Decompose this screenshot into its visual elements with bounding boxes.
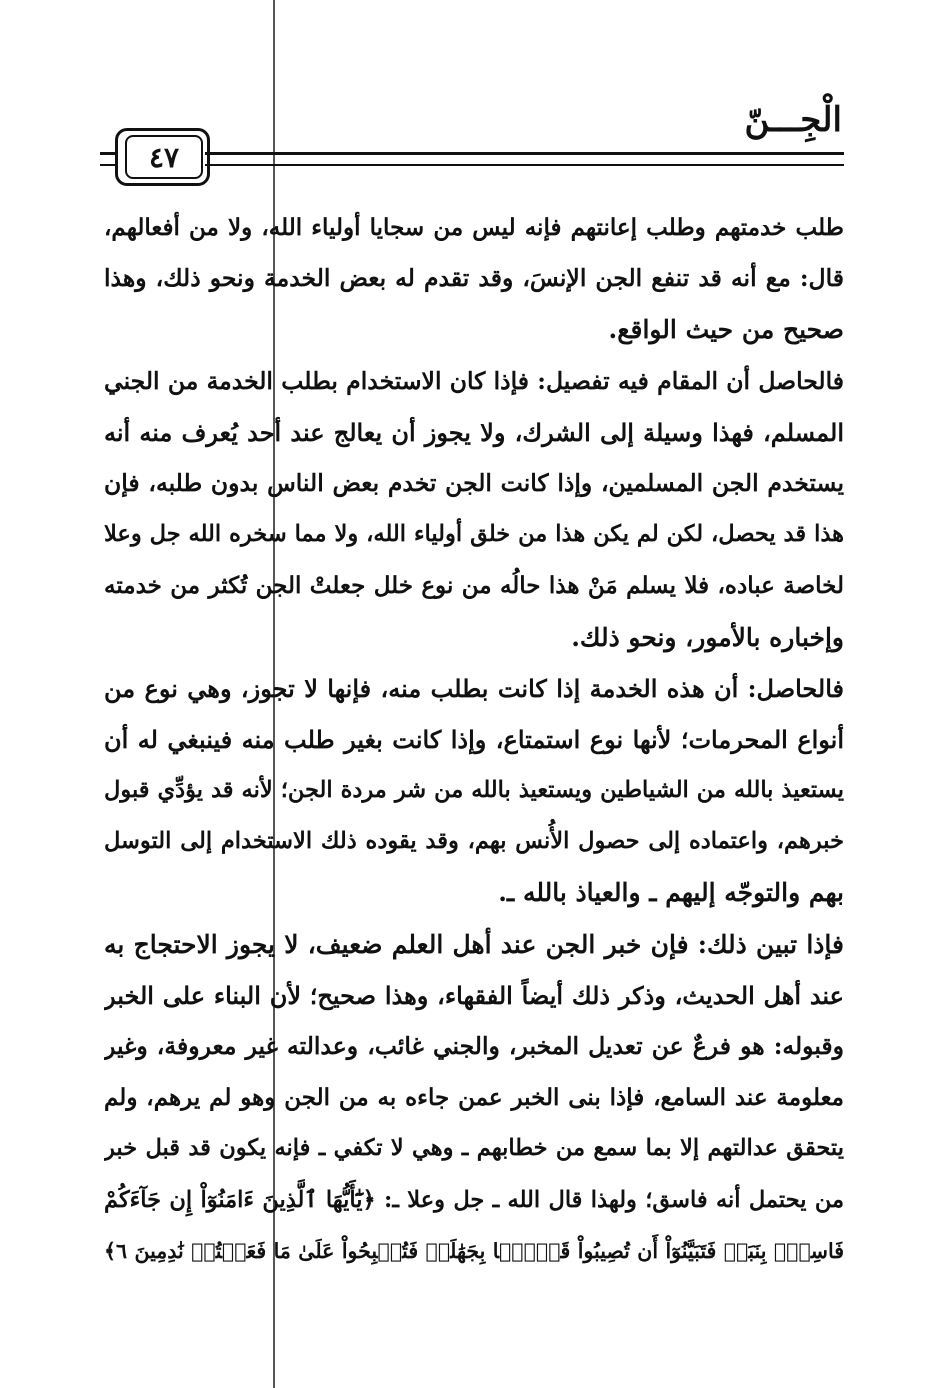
text-line: فإذا تبين ذلك: فإن خبر الجن عند أهل العلم ضعيف، لا يجوز الاحتجاج به — [104, 929, 844, 959]
text-line: فالحاصل: أن هذه الخدمة إذا كانت بطلب منه، فإنها لا تجوز، وهي نوع من — [104, 673, 844, 703]
header-rule-left-thick — [100, 152, 116, 155]
header-rule-left-thin — [100, 164, 116, 166]
text-line: عند أهل الحديث، وذكر ذلك أيضاً الفقهاء، وهذا صحيح؛ لأن البناء على الخبر — [104, 980, 844, 1010]
text-line: يستعيذ بالله من الشياطين ويستعيذ بالله من شر مردة الجن؛ لأنه قد يؤدِّي قبول — [104, 777, 844, 804]
header-rule-thin — [205, 164, 844, 166]
text-line: خبرهم، واعتماده إلى حصول الأُنس بهم، وقد يقوده ذلك الاستخدام إلى التوسل — [104, 828, 844, 855]
text-line: قال: مع أنه قد تنفع الجن الإنسَ، وقد تقدم له بعض الخدمة ونحو ذلك، وهذا — [104, 264, 844, 293]
text-line: يستخدم الجن المسلمين، وإذا كانت الجن تخدم بعض الناس بدون طلبه، فإن — [104, 468, 844, 497]
text-line: بهم والتوجّه إليهم ـ والعياذ بالله ـ. — [498, 878, 844, 908]
text-line: هذا قد يحصل، لكن لم يكن هذا من خلق أولياء الله، ولا مما سخره الله جل وعلا — [104, 521, 844, 548]
text-line: يتحقق عدالتهم إلا بما سمع من خطابهم ـ وهي لا تكفي ـ فإنه يكون قد قبل خبر — [104, 1135, 844, 1162]
body-text — [104, 202, 844, 1277]
page-number: ٤٧ — [125, 135, 203, 179]
quran-verse-line: فَاسِقُۢ بِنَبَإٖ فَتَبَيَّنُوٓاْ أَن تُصِيبُواْ قَوۡمَۢا بِجَهَٰلَةٖ فَتُصۡبِحُواْ عَلَىٰ مَا فَعَلۡتُمۡ نَٰدِمِينَ ٦﴾ — [104, 1238, 844, 1263]
text-line: وإخباره بالأمور، ونحو ذلك. — [571, 622, 844, 652]
text-line: وقبوله: هو فرعٌ عن تعديل المخبر، والجني غائب، وعدالته غير معروفة، وغير — [104, 1032, 844, 1060]
text-line: أنواع المحرمات؛ لأنها نوع استمتاع، وإذا كانت بغير طلب منه فينبغي له أن — [104, 724, 844, 754]
text-line: المسلم، فهذا وسيلة إلى الشرك، ولا يجوز أن يعالج عند أحد يُعرف منه أنه — [104, 417, 844, 447]
header-rule-thick — [205, 152, 844, 155]
text-line: طلب خدمتهم وطلب إعانتهم فإنه ليس من سجايا أولياء الله، ولا من أفعالهم، — [104, 214, 844, 241]
text-line: معلومة عند السامع، فإذا بنى الخبر عمن جاءه به من الجن وهو لم يرهم، ولم — [104, 1084, 844, 1112]
running-title: الْجِـــنّ — [744, 100, 842, 140]
text-line: لخاصة عباده، فلا يسلم مَنْ هذا حالُه من نوع خلل جعلتْ الجن تُكثر من خدمته — [104, 572, 844, 600]
text-line: فالحاصل أن المقام فيه تفصيل: فإذا كان الاستخدام بطلب الخدمة من الجني — [104, 366, 844, 395]
text-line: صحيح من حيث الواقع. — [608, 315, 844, 345]
quran-verse-line: من يحتمل أنه فاسق؛ ولهذا قال الله ـ جل وعلا ـ: ﴿يَٰٓأَيُّهَا ٱلَّذِينَ ءَامَنُوٓاْ إِن جَآءَكُمْ — [104, 1186, 844, 1213]
